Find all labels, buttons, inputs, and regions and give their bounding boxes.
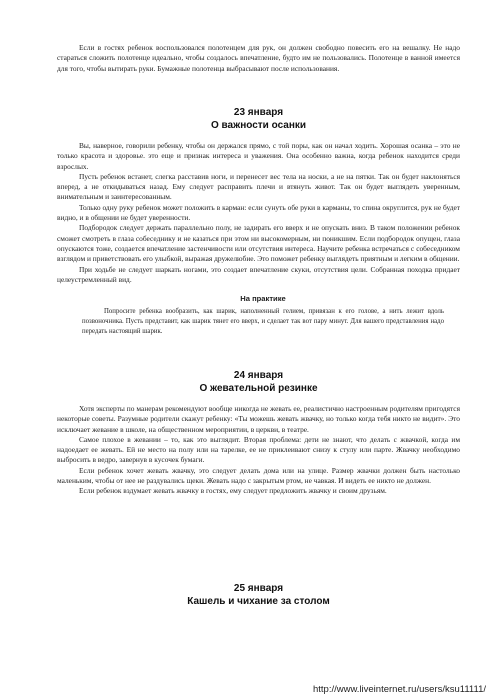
paragraph: Подбородок следует держать параллельно полу, не задирать его вверх и не опускать вниз. В таком положении ребенок сможет смотреть в глаза собеседнику и не казаться при этом ни высокомерным, ни поникшим. Если подбородок опущен, глаза опускаются тоже, создается впечатление застенчивости или отсутствия интереса. Научите ребенка встречаться с собеседником взглядом и приветствовать его улыбкой, выражая дружелюбие. Это поможет ребенку выглядеть приятным и легким в общении. [57,223,460,264]
paragraph: Пусть ребенок встанет, слегка расставив ноги, и перенесет вес тела на носки, а не на пятки. Так он будет наклоняться вперед, а не откидываться назад. Ему следует расправить плечи и втянуть живот. Так он будет выглядеть уверенным, внимательным и заинтересованным. [57,171,460,202]
section-title: О важности осанки [210,120,307,131]
section-posture-body [57,141,460,285]
practice-box [82,294,444,338]
section-gum-heading [57,369,460,395]
section-posture-heading [57,106,460,132]
section-cough-heading [57,582,460,608]
paragraph: Вы, наверное, говорили ребенку, чтобы он держался прямо, с той поры, как он начал ходить. Хорошая осанка – это не только красота и здоровье. это еще и признак интереса и уважения. Она особенно важна, когда ребенок находится среди взрослых. [57,141,460,171]
paragraph: Хотя эксперты по манерам рекомендуют вообще никогда не жевать ее, реалистично настроенным родителям пригодятся некоторые советы. Разумные родители скажут ребенку: «Ты можешь жевать жвачку, но только когда тебя никто не видит». Это исключает жевание в школе, на общественном мероприятии, в церкви, в театре. [57,404,460,434]
practice-title: На практике [240,294,286,303]
section-date: 25 января [233,583,284,594]
paragraph: Только одну руку ребенок может положить в карман: если сунуть обе руки в карманы, то спина округлится, рук не будет видно, и в общении не будет уверенности. [57,202,460,223]
paragraph: При ходьбе не следует шаркать ногами, это создает впечатление скуки, отсутствия цели. Собранная походка придает целеустремленный вид. [57,264,460,284]
paragraph: Если ребенок вздумает жевать жвачку в гостях, ему следует предложить жвачку и своим друзьям. [79,486,387,496]
paragraph: Если в гостях ребенок воспользовался полотенцем для рук, он должен свободно повесить его на вешалку. Не надо стараться сложить полотенце идеально, чтобы создалось впечатление, будто им не пользовались. Полотенце в ванной имеется для того, чтобы вытирать руки. Бумажные полотенца выбрасывают после использования. [57,43,460,73]
paragraph: Самое плохое в жевании – то, как это выглядит. Вторая проблема: дети не знают, что делать с жвачкой, когда им надоедает ее жевать. Ей не место на полу или на тарелке, ее не приклеивают снизу к стулу или парте. Жвачку необходимо выбросить в ведро, завернув в кусочек бумаги. [57,434,460,465]
section-date: 23 января [233,107,284,118]
section-date: 24 января [233,370,284,381]
intro-text [57,43,460,74]
section-title: О жевательной резинке [199,383,318,394]
section-title: Кашель и чихание за столом [187,596,330,607]
section-gum-body [57,404,460,497]
source-url[interactable]: http://www.liveinternet.ru/users/ksu11111/ [312,684,486,695]
paragraph: Если ребенок хочет жевать жвачку, это следует делать дома или на улице. Размер жвачки должен быть настолько маленьким, чтобы от нее не раздувались щеки. Жевать надо с закрытым ртом, не чавкая. И видеть ее никто не должен. [57,465,460,486]
paragraph: Попросите ребенка вообразить, как шарик, наполненный гелием, привязан к его голове, а нить лежит вдоль позвоночника. Пусть представит, как шарик тянет его вверх, и сделает так вот пару минут. Для вашего представления надо передать настоящий шарик. [82,308,444,336]
